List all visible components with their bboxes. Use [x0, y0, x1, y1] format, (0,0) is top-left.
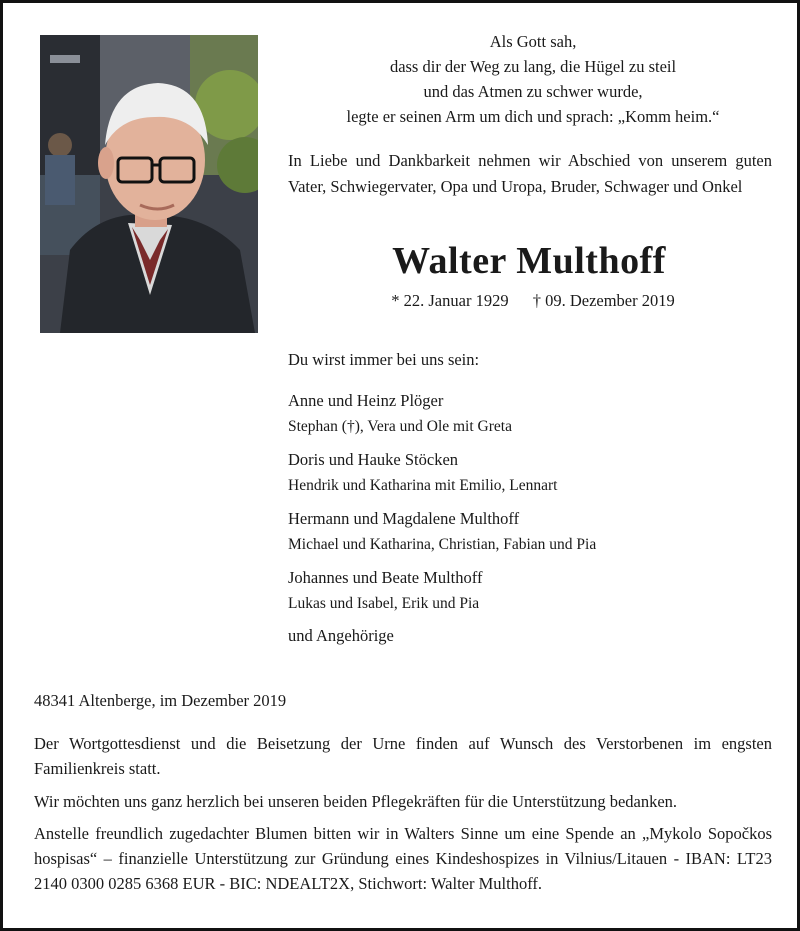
portrait-photo — [40, 35, 258, 333]
family-members: Hendrik und Katharina mit Emilio, Lennart — [288, 477, 558, 494]
family-members: Stephan (†), Vera und Ole mit Greta — [288, 418, 512, 435]
life-dates — [293, 291, 773, 311]
family-members: Michael und Katharina, Christian, Fabian und Pia — [288, 536, 597, 553]
family-head: Johannes und Beate Multhoff — [288, 568, 483, 587]
family-group — [288, 564, 768, 616]
relatives-line: und Angehörige — [288, 626, 394, 645]
family-list — [288, 387, 768, 623]
mourners-intro: Du wirst immer bei uns sein: — [288, 350, 480, 369]
family-members: Lukas und Isabel, Erik und Pia — [288, 595, 480, 612]
birth-date: * 22. Januar 1929 — [391, 291, 509, 310]
poem-line: legte er seinen Arm um dich und sprach: „Komm heim.“ — [346, 107, 720, 126]
donation-notice: Anstelle freundlich zugedachter Blumen bitten wir in Walters Sinne um eine Spende an „Mykolo Sopočkos hospisas“ – finanzielle Unterstützung zur Gründung eines Kindeshospizes in Vilnius/Litauen - IBAN: LT23 2140 0300 0285 6368 EUR - BIC: NDEALT2X, Stichwort: Walter Multhoff. — [34, 824, 772, 893]
service-notice: Der Wortgottesdienst und die Beisetzung der Urne finden auf Wunsch des Verstorbenen im engsten Familienkreis statt. — [34, 734, 772, 778]
poem-line: Als Gott sah, — [489, 32, 577, 51]
poem-line: und das Atmen zu schwer wurde, — [423, 82, 643, 101]
portrait-image — [40, 35, 258, 333]
intro-text: In Liebe und Dankbarkeit nehmen wir Abschied von unserem guten Vater, Schwiegervater, Opa und Uropa, Bruder, Schwager und Onkel — [288, 151, 772, 196]
place-date: 48341 Altenberge, im Dezember 2019 — [34, 691, 287, 710]
deceased-name: Walter Multhoff — [392, 240, 666, 282]
poem — [293, 29, 773, 129]
family-head: Anne und Heinz Plöger — [288, 391, 444, 410]
family-group — [288, 446, 768, 498]
family-head: Hermann und Magdalene Multhoff — [288, 509, 520, 528]
thanks-notice: Wir möchten uns ganz herzlich bei unseren beiden Pflegekräften für die Unterstützung bedanken. — [34, 792, 678, 811]
family-group — [288, 505, 768, 557]
death-date: † 09. Dezember 2019 — [532, 291, 675, 310]
family-head: Doris und Hauke Stöcken — [288, 450, 459, 469]
poem-line: dass dir der Weg zu lang, die Hügel zu steil — [389, 57, 677, 76]
family-group — [288, 387, 768, 439]
